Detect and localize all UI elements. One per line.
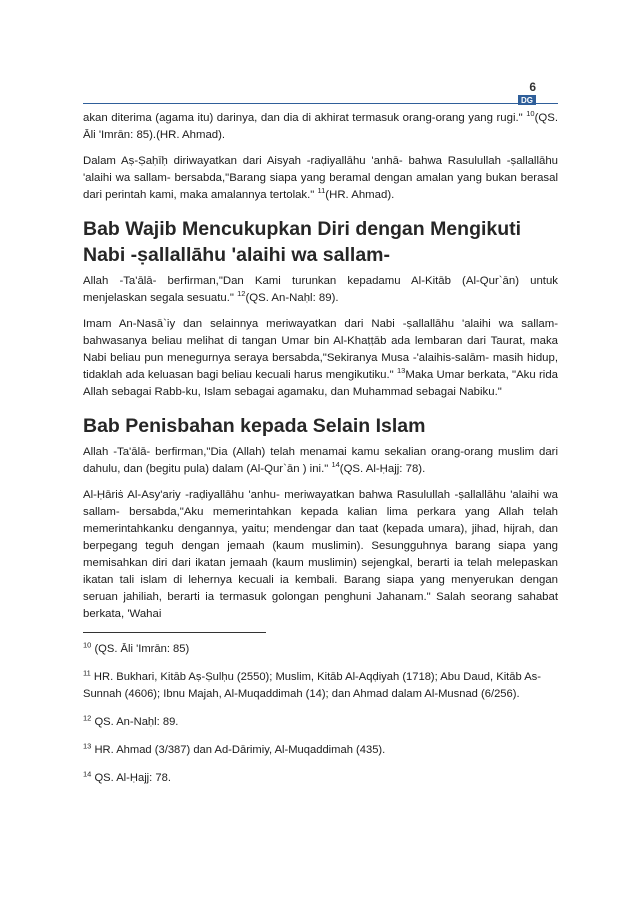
paragraph-text: Allah -Ta'ālā- berfirman,"Dan Kami turunkan kepadamu Al-Kitāb (Al-Qur`ān) untuk menjelaskan segala sesuatu." xyxy=(83,275,558,304)
paragraph-nasai xyxy=(83,316,558,401)
header-rule xyxy=(83,103,558,104)
footnote-ref[interactable]: 11 xyxy=(317,186,326,196)
footnote-number: 12 xyxy=(83,713,92,723)
footnote-number: 10 xyxy=(83,640,92,650)
footnote-ref[interactable]: 14 xyxy=(331,460,340,470)
paragraph-text: Imam An-Nasā`iy dan selainnya meriwayatkan dari Nabi -ṣallallāhu 'alaihi wa sallam- bahwasanya beliau melihat di tangan Umar bin Al-Khaṭṭāb ada lembaran dari Taurat, maka Nabi beliau pun menegurnya seraya bersabda,"Sekiranya Musa -'alaihis-salām- masih hidup, tidaklah ada keluasan bagi beliau kecuali harus mengikutiku." xyxy=(83,318,558,381)
paragraph-text: (QS. An-Naḥl: 89). xyxy=(245,292,339,304)
footnote-separator xyxy=(83,632,266,633)
footnote xyxy=(83,669,558,703)
paragraph-quran-nahl xyxy=(83,273,558,307)
paragraph-text: (HR. Ahmad). xyxy=(325,189,395,201)
footnote-ref[interactable]: 12 xyxy=(237,289,246,299)
section-heading: Bab Penisbahan kepada Selain Islam xyxy=(83,415,426,437)
paragraph-hadith-aisyah xyxy=(83,153,558,204)
paragraph-text: Dalam Aṣ-Ṣaḥīḥ diriwayatkan dari Aisyah -raḍiyallāhu 'anhā- bahwa Rasulullah -ṣallallāhu 'alaihi wa sallam- bersabda,"Barang siapa yang beramal dengan amalan yang bukan berasal dari perintah kami, maka amalannya tertolak." xyxy=(83,155,558,201)
main-content xyxy=(83,110,558,798)
footnote-number: 14 xyxy=(83,769,92,779)
footnote xyxy=(83,742,558,759)
paragraph-continuation xyxy=(83,110,558,144)
footnote-text: QS. An-Naḥl: 89. xyxy=(94,716,179,728)
paragraph-text: (QS. Al-Ḥajj: 78). xyxy=(339,463,426,475)
section-heading: Bab Wajib Mencukupkan Diri dengan Mengikuti Nabi -ṣallallāhu 'alaihi wa sallam- xyxy=(83,218,522,266)
page-header xyxy=(83,78,558,104)
footnote-ref[interactable]: 10 xyxy=(526,109,535,119)
footnote xyxy=(83,641,558,658)
footnote-number: 11 xyxy=(83,668,91,678)
paragraph-text: (QS. Āli 'Imrān: 85).(HR. Ahmad). xyxy=(83,112,558,141)
footnote xyxy=(83,770,558,787)
footnote-text: (QS. Āli 'Imrān: 85) xyxy=(94,643,190,655)
paragraph-text: Maka Umar berkata, "Aku rida Allah sebagai Rabb-ku, Islam sebagai agamaku, dan Muhammad sebagai Nabiku." xyxy=(83,369,558,398)
footnote xyxy=(83,714,558,731)
paragraph-text: Allah -Ta'ālā- berfirman,"Dia (Allah) telah menamai kamu sekalian orang-orang muslim dari dahulu, dan (begitu pula) dalam (Al-Qur`ān ) ini." xyxy=(83,446,558,475)
logo-text: DG xyxy=(521,96,533,105)
paragraph-quran-hajj xyxy=(83,444,558,478)
page-number: 6 xyxy=(529,80,536,94)
paragraph-harits: Al-Ḥāriṡ Al-Asy'ariy -raḍiyallāhu 'anhu- meriwayatkan bahwa Rasulullah -ṣallallāhu 'alaihi wa sallam- bersabda,"Aku memerintahkan kepada kalian lima perkara yang Allah telah memerintahkanku dengannya, yaitu; mendengar dan taat (kepada umara), jihad, hijrah, dan berpegang teguh dengan jemaah (kaum muslimin). Sesungguhnya barang siapa yang memisahkan diri dari ikatan jemaah (kaum muslimin) sejengkal, berarti ia telah melepaskan ikatan tali islam di lehernya kecuali ia kembali. Barang siapa yang menyerukan dengan seruan jahiliah, berarti ia termasuk golongan penghuni Jahanam." Salah seorang sahabat berkata, 'Wahai xyxy=(83,489,558,620)
footnote-number: 13 xyxy=(83,741,92,751)
footnote-ref[interactable]: 13 xyxy=(397,366,406,376)
footnote-text: QS. Al-Ḥajj: 78. xyxy=(94,772,171,784)
footnote-text: HR. Bukhari, Kitāb Aṣ-Ṣulḥu (2550); Muslim, Kitāb Al-Aqḍiyah (1718); Abu Daud, Kitāb As-Sunnah (4606); Ibnu Majah, Al-Muqaddimah (14); dan Ahmad dalam Al-Musnad (6/256). xyxy=(83,671,542,700)
paragraph-text: akan diterima (agama itu) darinya, dan dia di akhirat termasuk orang-orang yang rugi." xyxy=(83,112,527,124)
footnote-text: HR. Ahmad (3/387) dan Ad-Dārimiy, Al-Muqaddimah (435). xyxy=(94,744,386,756)
